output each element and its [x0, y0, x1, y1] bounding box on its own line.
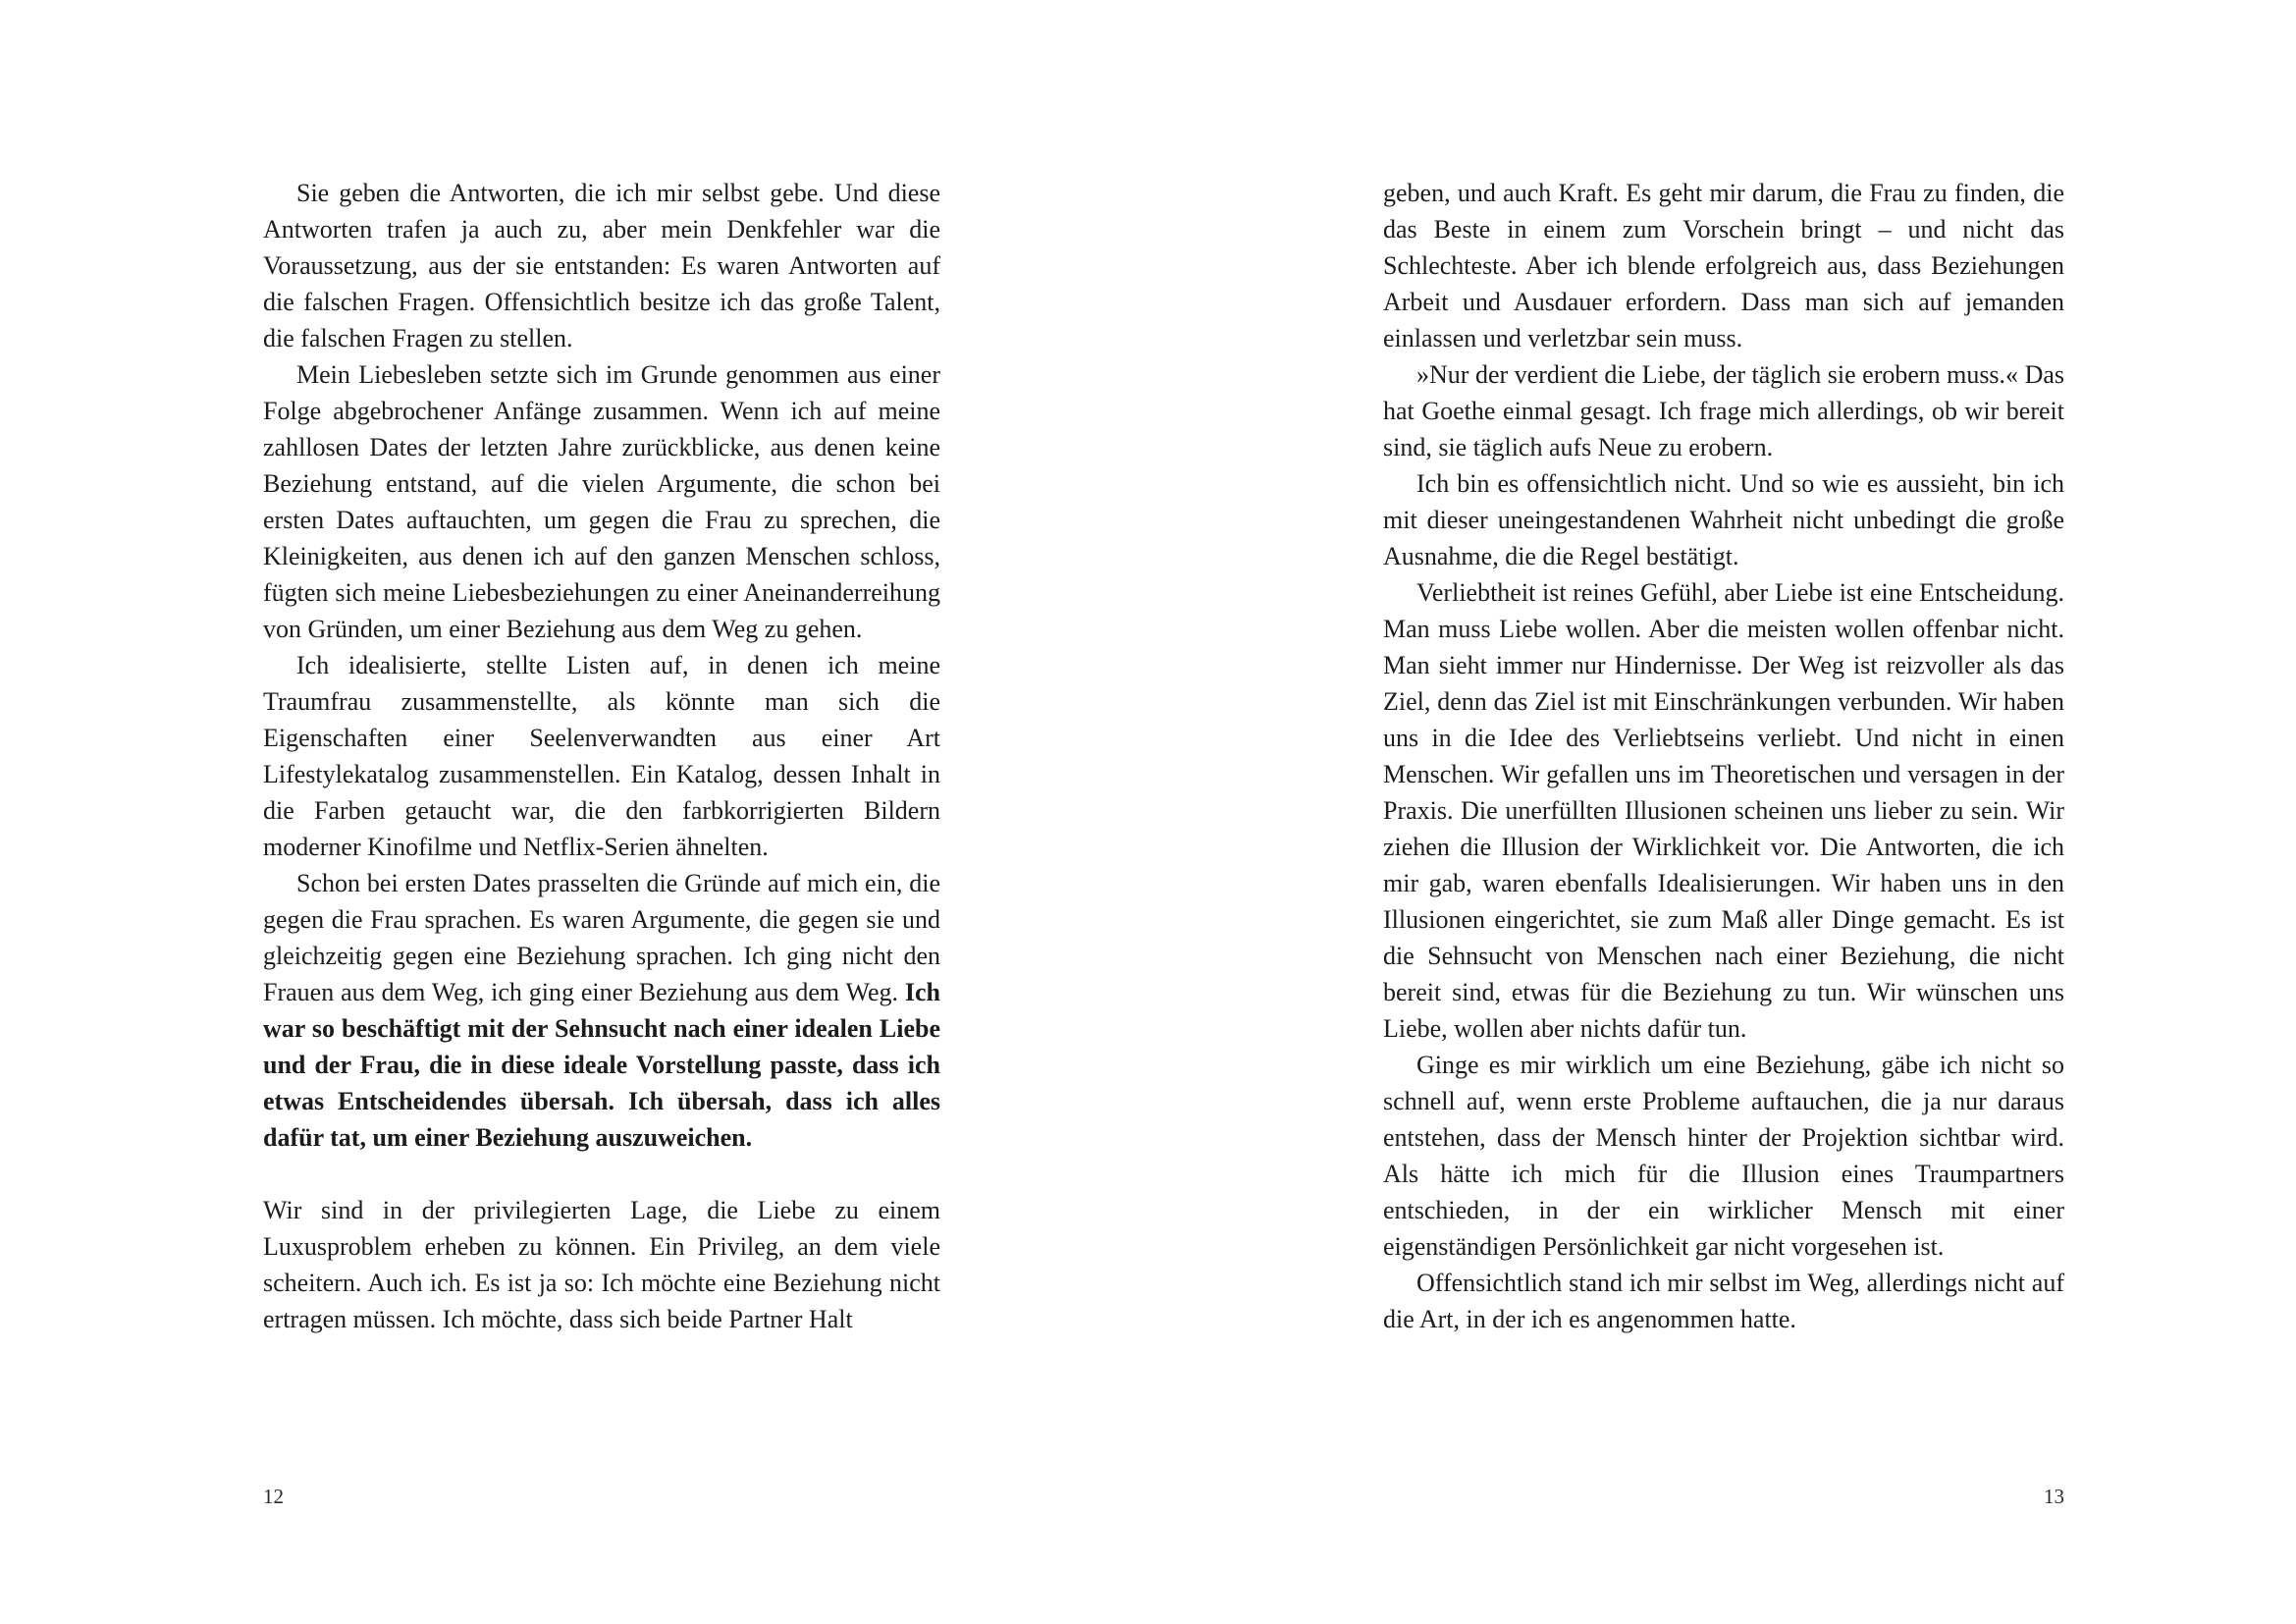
paragraph-3: Ich idealisierte, stellte Listen auf, in denen ich meine Traumfrau zusammenstellte, als könnte man sich die Eigenschaften einer Seelenverwandten aus einer Art Lifestylekatalog zusammenstellen. Ein Katalog, dessen Inhalt in die Farben getaucht war, die den farbkorrigierten Bildern moderner Kinofilme und Netflix-Serien ähnelten.: [263, 651, 940, 861]
page-number-left: 12: [263, 1485, 284, 1508]
paragraph-4: [263, 865, 940, 1156]
paragraph-6: geben, und auch Kraft. Es geht mir darum, die Frau zu finden, die das Beste in einem zum Vorschein bringt – und nicht das Schlechteste. Aber ich blende erfolgreich aus, dass Beziehungen Arbeit und Ausdauer erfordern. Dass man sich auf jemanden einlassen und verletzbar sein muss.: [1383, 179, 2064, 352]
paragraph-11: Offensichtlich stand ich mir selbst im Weg, allerdings nicht auf die Art, in der ich es angenommen hatte.: [1383, 1269, 2064, 1333]
paragraph-9: Verliebtheit ist reines Gefühl, aber Liebe ist eine Entscheidung. Man muss Liebe wollen. Aber die meisten wollen offenbar nicht. Man sieht immer nur Hindernisse. Der Weg ist reizvoller als das Ziel, denn das Ziel ist mit Einschränkungen verbunden. Wir haben uns in die Idee des Verliebtseins verliebt. Und nicht in einen Menschen. Wir gefallen uns im Theoretischen und versagen in der Praxis. Die unerfüllten Illusionen scheinen uns lieber zu sein. Wir ziehen die Illusion der Wirklichkeit vor. Die Antworten, die ich mir gab, waren ebenfalls Idealisierungen. Wir haben uns in den Illusionen eingerichtet, sie zum Maß aller Dinge gemacht. Es ist die Sehnsucht von Menschen nach einer Beziehung, die nicht bereit sind, etwas für die Beziehung zu tun. Wir wünschen uns Liebe, wollen aber nichts dafür tun.: [1383, 578, 2064, 1043]
paragraph-8: Ich bin es offensichtlich nicht. Und so wie es aussieht, bin ich mit dieser uneingestandenen Wahrheit nicht unbedingt die große Ausnahme, die die Regel bestätigt.: [1383, 469, 2064, 570]
paragraph-1: Sie geben die Antworten, die ich mir selbst gebe. Und diese Antworten trafen ja auch zu, aber mein Denkfehler war die Voraussetzung, aus der sie entstanden: Es waren Antworten auf die falschen Fragen. Offensichtlich besitze ich das große Talent, die falschen Fragen zu stellen.: [263, 179, 940, 352]
page-right-text-block: [1383, 175, 2064, 1337]
paragraph-7: »Nur der verdient die Liebe, der täglich sie erobern muss.« Das hat Goethe einmal gesagt. Ich frage mich allerdings, ob wir bereit sind, sie täglich aufs Neue zu erobern.: [1383, 360, 2064, 461]
paragraph-4-bold-text: Ich war so beschäftigt mit der Sehnsucht nach einer idealen Liebe und der Frau, die in diese ideale Vorstellung passte, dass ich etwas Entscheidendes übersah. Ich übersah, dass ich alles dafür tat, um einer Beziehung auszuweichen.: [263, 978, 940, 1152]
paragraph-2: Mein Liebesleben setzte sich im Grunde genommen aus einer Folge abgebrochener Anfänge zusammen. Wenn ich auf meine zahllosen Dates der letzten Jahre zurückblicke, aus denen keine Beziehung entstand, auf die vielen Argumente, die schon bei ersten Dates auftauchten, um gegen die Frau zu sprechen, die Kleinigkeiten, aus denen ich auf den ganzen Menschen schloss, fügten sich meine Liebesbeziehungen zu einer Aneinanderreihung von Gründen, um einer Beziehung aus dem Weg zu gehen.: [263, 360, 940, 643]
paragraph-5: Wir sind in der privilegierten Lage, die Liebe zu einem Luxusproblem erheben zu können. Ein Privileg, an dem viele scheitern. Auch ich. Es ist ja so: Ich möchte eine Beziehung nicht ertragen müssen. Ich möchte, dass sich beide Partner Halt: [263, 1196, 940, 1333]
paragraph-4-regular-text: Schon bei ersten Dates prasselten die Gründe auf mich ein, die gegen die Frau sprachen. Es waren Argumente, die gegen sie und gleichzeitig gegen eine Beziehung sprachen. Ich ging nicht den Frauen aus dem Weg, ich ging einer Beziehung aus dem Weg.: [263, 869, 940, 1006]
page-left-text-block: [263, 175, 940, 1337]
page-number-right: 13: [2044, 1485, 2064, 1508]
paragraph-10: Ginge es mir wirklich um eine Beziehung, gäbe ich nicht so schnell auf, wenn erste Probleme auftauchen, die ja nur daraus entstehen, dass der Mensch hinter der Projektion sichtbar wird. Als hätte ich mich für die Illusion eines Traumpartners entschieden, in der ein wirklicher Mensch mit einer eigenständigen Persönlichkeit gar nicht vorgesehen ist.: [1383, 1051, 2064, 1261]
